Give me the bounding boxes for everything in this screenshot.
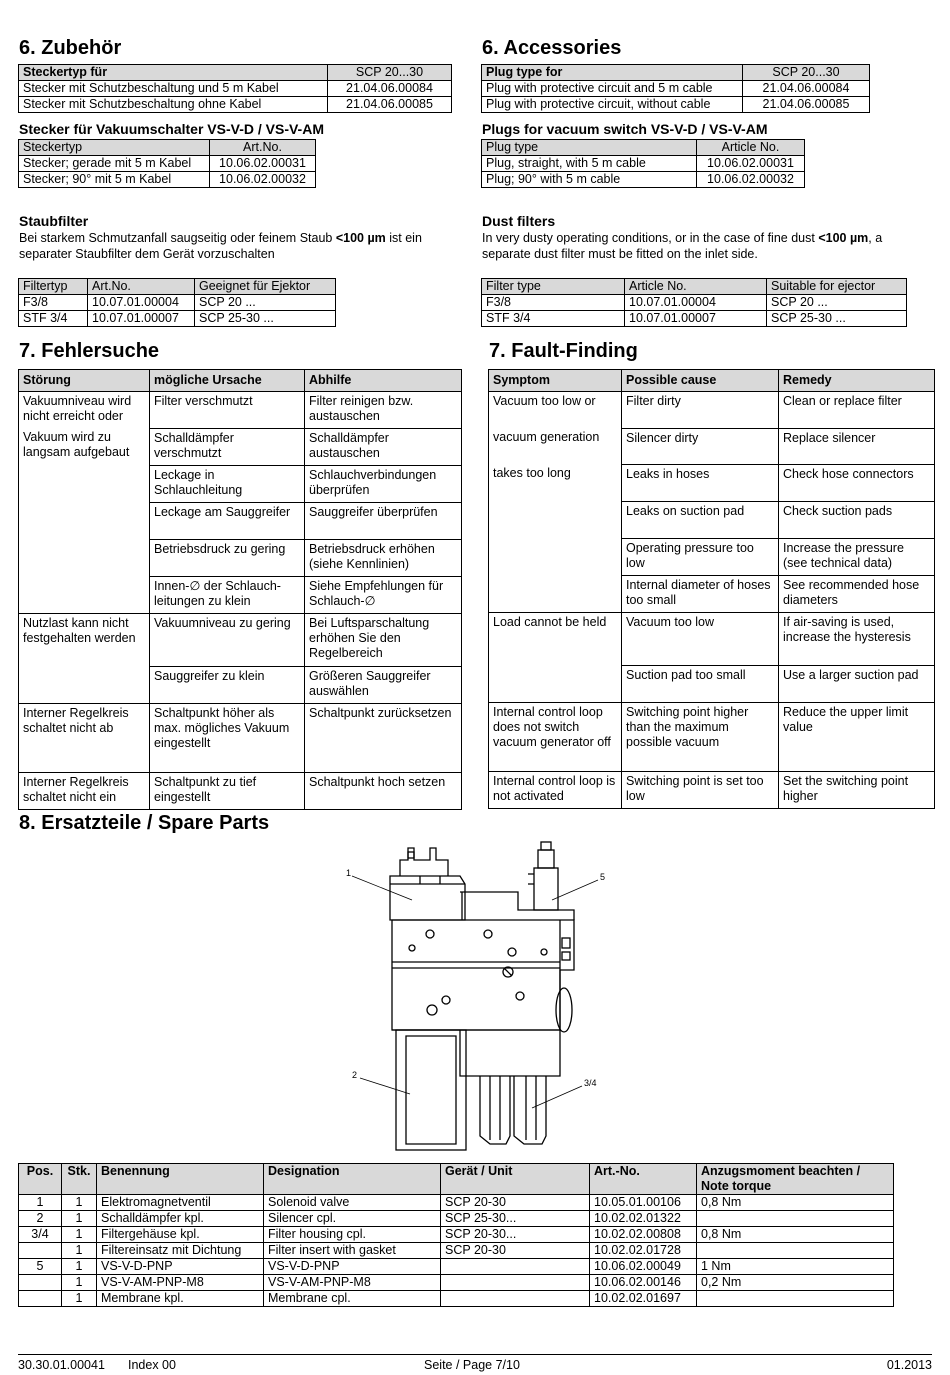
- drawing-label-1: 1: [346, 868, 352, 878]
- table-header: Plug type: [482, 140, 697, 156]
- table-header: Art.-No.: [590, 1164, 697, 1195]
- section-8-title: 8. Ersatzteile / Spare Parts: [19, 812, 270, 834]
- table-row: Interner Regelkreis schaltet nicht ab Schaltpunkt höher als max. mögliches Vakuum eingestellt Schaltpunkt zurücksetzen: [19, 703, 462, 772]
- table-row: Stecker; 90° mit 5 m Kabel 10.06.02.00032: [19, 172, 316, 188]
- doc-index: Index 00: [128, 1358, 176, 1372]
- table-row: Vakuum wird zu langsam aufgebaut Schalldämpfer verschmutzt Schalldämpfer austauschen: [19, 428, 462, 465]
- table-row: Load cannot be held Vacuum too low If air-saving is used, increase the hysteresis: [489, 612, 935, 665]
- table-row: F3/8 10.07.01.00004 SCP 20 ...: [19, 295, 336, 311]
- table-header: Plug type for: [482, 65, 743, 81]
- table-row: 1 Filtereinsatz mit Dichtung Filter insert with gasket SCP 20-30 10.02.02.01728: [19, 1243, 894, 1259]
- table-row: 1 Membrane kpl. Membrane cpl. 10.02.02.01697: [19, 1291, 894, 1307]
- spare-parts-drawing: [330, 840, 620, 1160]
- drawing-label-2: 2: [352, 1070, 358, 1080]
- plug-table-en: [481, 64, 870, 113]
- table-row: vacuum generation Silencer dirty Replace silencer: [489, 428, 935, 464]
- table-header: Symptom: [489, 370, 622, 392]
- table-header: Filter type: [482, 279, 625, 295]
- table-row: Stecker mit Schutzbeschaltung und 5 m Kabel 21.04.06.00084: [19, 81, 452, 97]
- dust-filter-title-de: Staubfilter: [19, 213, 89, 229]
- section-6-title-de: 6. Zubehör: [19, 37, 122, 59]
- dust-filter-text-de: Bei starkem Schmutzanfall saugseitig oder feinem Staub <100 µm ist ein separater Staubfilter dem Gerät vorzuschalten: [19, 231, 422, 261]
- table-header: Article No.: [625, 279, 767, 295]
- table-header: Remedy: [779, 370, 935, 392]
- table-row: 3/4 1 Filtergehäuse kpl. Filter housing cpl. SCP 20-30... 10.02.02.00808 0,8 Nm: [19, 1227, 894, 1243]
- table-row: Suction pad too small Use a larger suction pad: [489, 665, 935, 702]
- vac-switch-title-en: Plugs for vacuum switch VS-V-D / VS-V-AM: [482, 121, 768, 137]
- filter-table-de: [18, 278, 336, 327]
- table-row: Plug, straight, with 5 m cable 10.06.02.00031: [482, 156, 805, 172]
- table-row: takes too long Leaks in hoses Check hose connectors: [489, 464, 935, 501]
- table-row: Vacuum too low or Filter dirty Clean or replace filter: [489, 392, 935, 429]
- vac-plug-table-de: [18, 139, 316, 188]
- table-row: Plug with protective circuit and 5 m cable 21.04.06.00084: [482, 81, 870, 97]
- fault-table-de: [18, 369, 462, 810]
- table-header: Pos.: [19, 1164, 62, 1195]
- section-7-title-de: 7. Fehlersuche: [19, 340, 160, 362]
- table-header: Art.No.: [210, 140, 316, 156]
- vac-plug-table-en: [481, 139, 805, 188]
- plug-table-de: [18, 64, 452, 113]
- fault-table-en: [488, 369, 935, 809]
- table-row: Plug; 90° with 5 m cable 10.06.02.00032: [482, 172, 805, 188]
- spare-parts-table: [18, 1163, 894, 1307]
- table-row: 1 VS-V-AM-PNP-M8 VS-V-AM-PNP-M8 10.06.02.00146 0,2 Nm: [19, 1275, 894, 1291]
- table-header: Steckertyp für: [19, 65, 328, 81]
- table-row: Internal control loop does not switch vacuum generator off Switching point higher than the maximum possible vacuum Reduce the upper limit value: [489, 702, 935, 771]
- table-header: Article No.: [697, 140, 805, 156]
- table-header: SCP 20...30: [743, 65, 870, 81]
- table-row: Leaks on suction pad Check suction pads: [489, 501, 935, 538]
- table-header: Geeignet für Ejektor: [195, 279, 336, 295]
- drawing-label-5: 5: [600, 872, 606, 882]
- table-row: Internal diameter of hoses too small See recommended hose diameters: [489, 575, 935, 612]
- table-row: Sauggreifer zu klein Größeren Sauggreifer auswählen: [19, 666, 462, 703]
- page-number: Seite / Page 7/10: [424, 1358, 520, 1372]
- filter-table-en: [481, 278, 907, 327]
- section-7-title-en: 7. Fault-Finding: [489, 340, 638, 362]
- table-row: 5 1 VS-V-D-PNP VS-V-D-PNP 10.06.02.00049 1 Nm: [19, 1259, 894, 1275]
- table-header: Designation: [264, 1164, 441, 1195]
- table-row: Internal control loop is not activated Switching point is set too low Set the switching point higher: [489, 771, 935, 808]
- table-header: SCP 20...30: [328, 65, 452, 81]
- table-row: STF 3/4 10.07.01.00007 SCP 25-30 ...: [19, 311, 336, 327]
- table-row: F3/8 10.07.01.00004 SCP 20 ...: [482, 295, 907, 311]
- table-row: 1 1 Elektromagnetventil Solenoid valve SCP 20-30 10.05.01.00106 0,8 Nm: [19, 1195, 894, 1211]
- table-header: Störung: [19, 370, 150, 392]
- table-row: Operating pressure too low Increase the pressure (see technical data): [489, 538, 935, 575]
- table-row: 2 1 Schalldämpfer kpl. Silencer cpl. SCP 25-30... 10.02.02.01322: [19, 1211, 894, 1227]
- drawing-label-3-4: 3/4: [584, 1078, 597, 1088]
- table-row: Nutzlast kann nicht festgehalten werden Vakuumniveau zu gering Bei Luftsparschaltung erhöhen Sie den Regelbereich: [19, 613, 462, 666]
- table-header: Steckertyp: [19, 140, 210, 156]
- doc-number: 30.30.01.00041: [18, 1358, 105, 1372]
- table-header: Art.No.: [88, 279, 195, 295]
- table-header: Possible cause: [622, 370, 779, 392]
- table-row: Interner Regelkreis schaltet nicht ein Schaltpunkt zu tief eingestellt Schaltpunkt hoch setzen: [19, 772, 462, 809]
- table-row: STF 3/4 10.07.01.00007 SCP 25-30 ...: [482, 311, 907, 327]
- table-row: Stecker; gerade mit 5 m Kabel 10.06.02.00031: [19, 156, 316, 172]
- section-6-title-en: 6. Accessories: [482, 37, 622, 59]
- page-footer: [18, 1354, 932, 1375]
- table-row: Innen-∅ der Schlauch-leitungen zu klein Siehe Empfehlungen für Schlauch-∅: [19, 576, 462, 613]
- dust-filter-title-en: Dust filters: [482, 213, 556, 229]
- table-row: Stecker mit Schutzbeschaltung ohne Kabel 21.04.06.00085: [19, 97, 452, 113]
- table-header: mögliche Ursache: [150, 370, 305, 392]
- table-header: Abhilfe: [305, 370, 462, 392]
- table-row: Plug with protective circuit, without cable 21.04.06.00085: [482, 97, 870, 113]
- table-row: Leckage in Schlauchleitung Schlauchverbindungen überprüfen: [19, 465, 462, 502]
- table-header: Gerät / Unit: [441, 1164, 590, 1195]
- table-header: Suitable for ejector: [767, 279, 907, 295]
- table-header: Anzugsmoment beachten / Note torque: [697, 1164, 894, 1195]
- table-row: Leckage am Sauggreifer Sauggreifer überprüfen: [19, 502, 462, 539]
- dust-filter-text-en: In very dusty operating conditions, or in the case of fine dust <100 µm, a separate dust filter must be fitted on the inlet side.: [482, 231, 883, 261]
- doc-date: 01.2013: [886, 1358, 932, 1372]
- table-header: Benennung: [97, 1164, 264, 1195]
- table-row: Betriebsdruck zu gering Betriebsdruck erhöhen (siehe Kennlinien): [19, 539, 462, 576]
- table-header: Stk.: [62, 1164, 97, 1195]
- table-header: Filtertyp: [19, 279, 88, 295]
- table-row: Vakuumniveau wird nicht erreicht oder Filter verschmutzt Filter reinigen bzw. austauschen: [19, 392, 462, 429]
- vac-switch-title-de: Stecker für Vakuumschalter VS-V-D / VS-V-AM: [19, 121, 324, 137]
